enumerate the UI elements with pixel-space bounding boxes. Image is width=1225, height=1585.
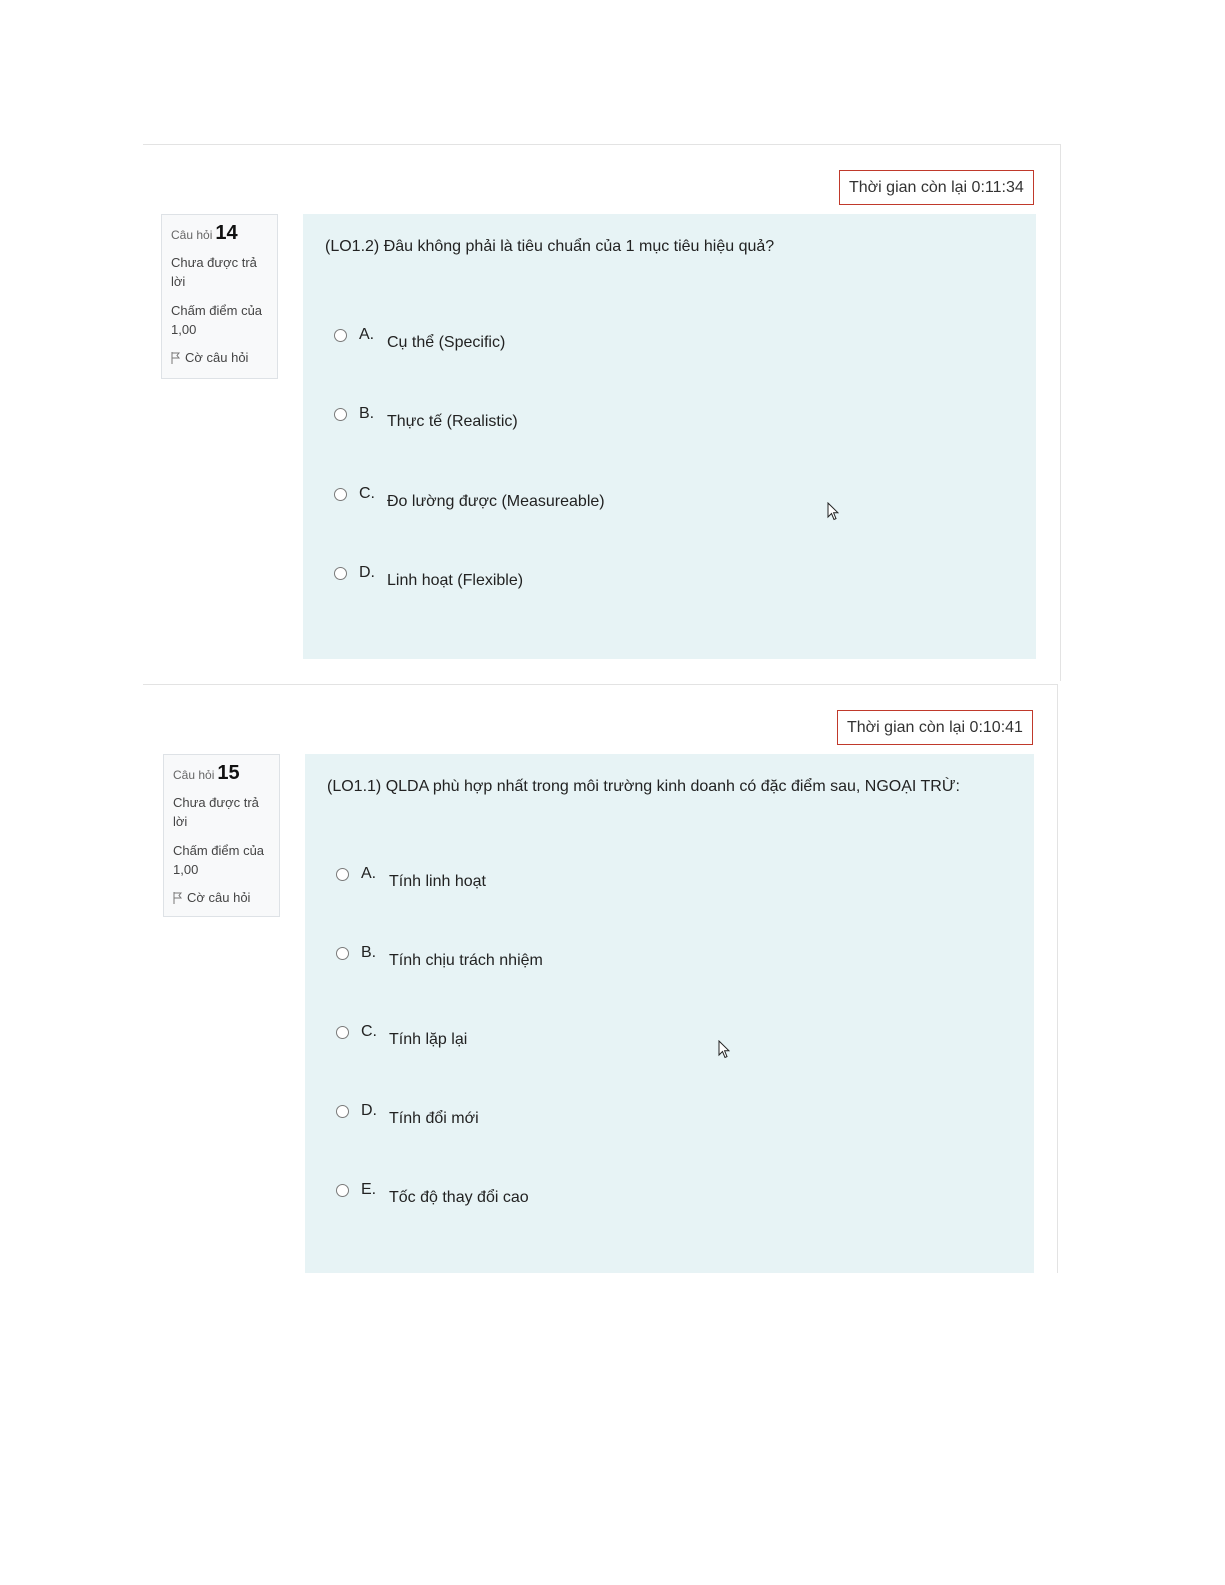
mouse-pointer-icon bbox=[718, 1040, 730, 1059]
timer: Thời gian còn lại 0:11:34 bbox=[839, 170, 1034, 205]
question-number-label: Câu hỏi bbox=[173, 768, 215, 782]
question-grade: Chấm điểm của 1,00 bbox=[173, 843, 265, 877]
radio-button[interactable] bbox=[336, 1184, 349, 1197]
answer-option-c[interactable] bbox=[334, 485, 714, 514]
flag-question-link[interactable] bbox=[173, 889, 270, 907]
answer-letter: E. bbox=[361, 1181, 377, 1198]
flag-icon bbox=[171, 352, 181, 364]
answer-option-c[interactable] bbox=[336, 1023, 716, 1052]
radio-button[interactable] bbox=[334, 488, 347, 501]
question-info-box bbox=[163, 754, 280, 917]
answer-text: Tính đổi mới bbox=[389, 1110, 479, 1127]
answer-option-d[interactable] bbox=[336, 1102, 716, 1131]
question-number-value: 15 bbox=[217, 762, 240, 784]
answer-text: Tính lặp lại bbox=[389, 1031, 468, 1048]
question-number bbox=[173, 763, 270, 785]
answer-text: Cụ thể (Specific) bbox=[387, 334, 506, 351]
answer-text: Tốc độ thay đổi cao bbox=[389, 1189, 529, 1206]
answer-letter: B. bbox=[361, 944, 377, 961]
question-15-panel bbox=[143, 684, 1058, 1273]
answer-text: Thực tế (Realistic) bbox=[387, 413, 518, 430]
question-number bbox=[171, 223, 268, 245]
question-text: (LO1.2) Đâu không phải là tiêu chuẩn của 1 mục tiêu hiệu quả? bbox=[325, 238, 775, 255]
answer-text: Tính linh hoạt bbox=[389, 873, 486, 890]
answer-text: Đo lường được (Measureable) bbox=[387, 493, 605, 510]
radio-button[interactable] bbox=[336, 1105, 349, 1118]
question-status: Chưa được trả lời bbox=[171, 255, 257, 289]
flag-label: Cờ câu hỏi bbox=[185, 350, 249, 365]
radio-button[interactable] bbox=[334, 408, 347, 421]
question-number-value: 14 bbox=[215, 222, 238, 244]
radio-button[interactable] bbox=[336, 947, 349, 960]
answer-letter: C. bbox=[359, 485, 375, 502]
flag-icon bbox=[173, 892, 183, 904]
question-content bbox=[303, 214, 1036, 659]
answer-text: Tính chịu trách nhiệm bbox=[389, 952, 543, 969]
answer-letter: B. bbox=[359, 405, 375, 422]
answer-text: Linh hoạt (Flexible) bbox=[387, 572, 524, 589]
answer-option-b[interactable] bbox=[336, 944, 716, 973]
answer-option-a[interactable] bbox=[336, 865, 716, 894]
radio-button[interactable] bbox=[334, 329, 347, 342]
flag-label: Cờ câu hỏi bbox=[187, 890, 251, 905]
answer-option-d[interactable] bbox=[334, 564, 714, 593]
radio-button[interactable] bbox=[336, 868, 349, 881]
answer-letter: C. bbox=[361, 1023, 377, 1040]
timer: Thời gian còn lại 0:10:41 bbox=[837, 710, 1033, 745]
question-info-box bbox=[161, 214, 278, 379]
question-content bbox=[305, 754, 1034, 1273]
question-14-panel bbox=[143, 144, 1061, 681]
question-status: Chưa được trả lời bbox=[173, 795, 259, 829]
question-number-label: Câu hỏi bbox=[171, 228, 213, 242]
answer-letter: A. bbox=[359, 326, 375, 343]
radio-button[interactable] bbox=[334, 567, 347, 580]
flag-question-link[interactable] bbox=[171, 349, 268, 367]
answer-letter: D. bbox=[361, 1102, 377, 1119]
answer-option-a[interactable] bbox=[334, 326, 714, 355]
answer-option-b[interactable] bbox=[334, 405, 714, 434]
question-grade: Chấm điểm của 1,00 bbox=[171, 303, 263, 337]
answer-letter: D. bbox=[359, 564, 375, 581]
mouse-pointer-icon bbox=[827, 502, 839, 521]
question-text: (LO1.1) QLDA phù hợp nhất trong môi trường kinh doanh có đặc điểm sau, NGOẠI TRỪ: bbox=[327, 778, 960, 795]
radio-button[interactable] bbox=[336, 1026, 349, 1039]
answer-option-e[interactable] bbox=[336, 1181, 716, 1210]
answer-letter: A. bbox=[361, 865, 377, 882]
